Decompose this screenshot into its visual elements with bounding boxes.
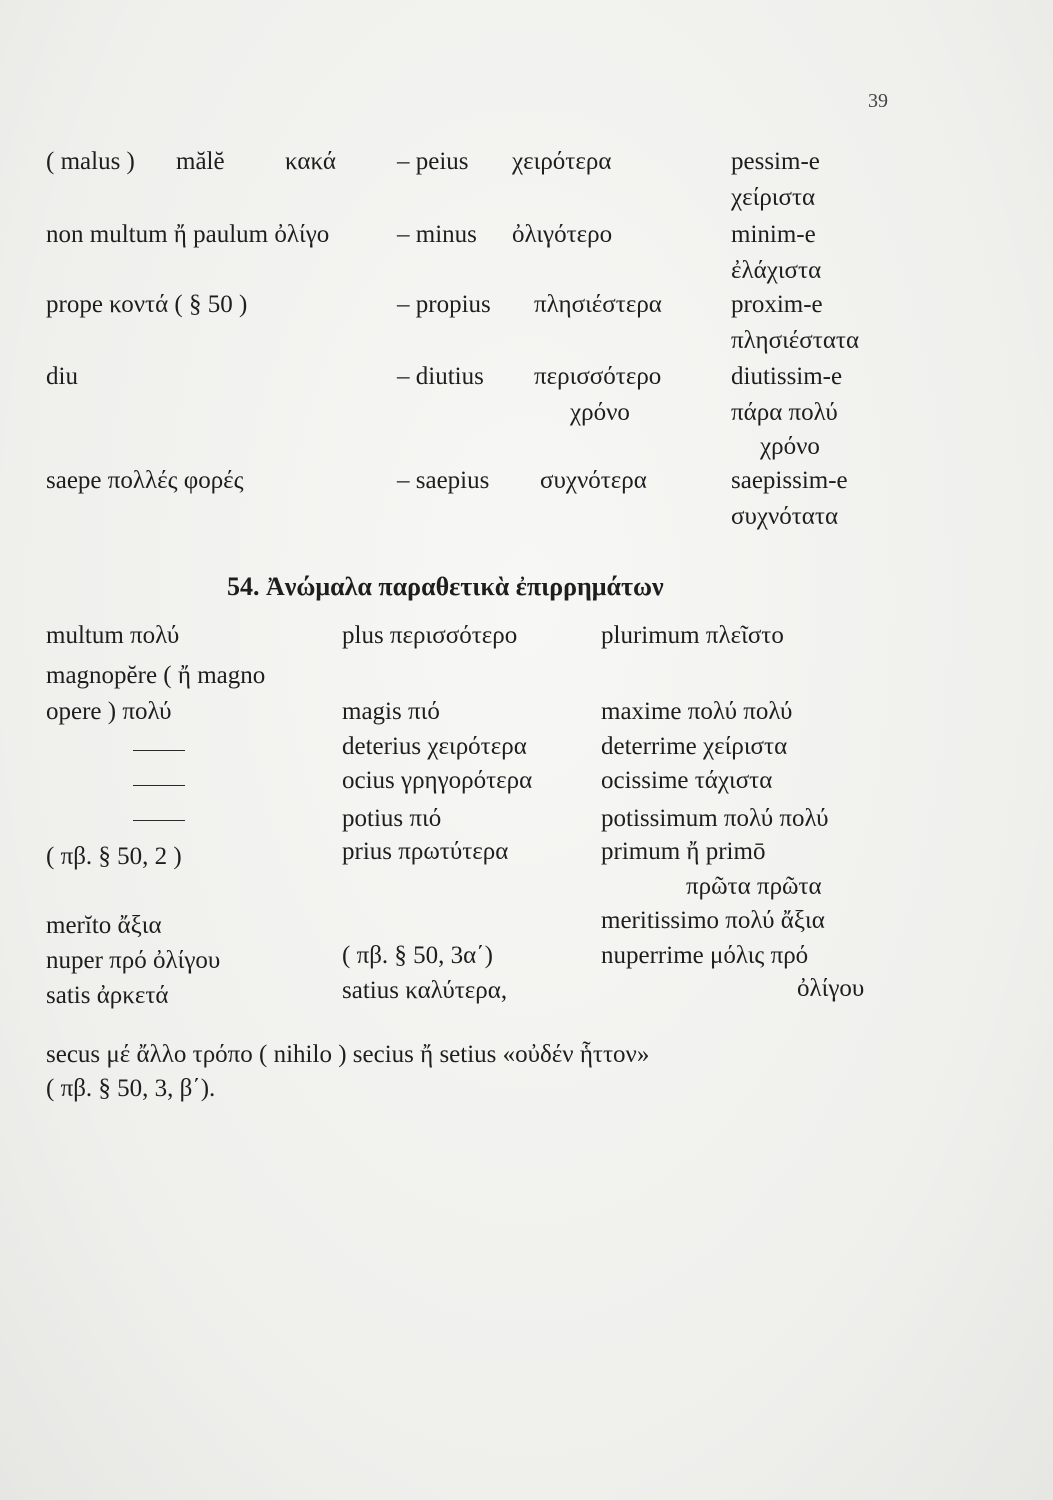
table-cell: κακά (285, 148, 336, 175)
table-cell-comparative: deterius χειρότερα (342, 733, 527, 760)
empty-cell-dash (133, 820, 185, 821)
table-cell-positive: satis ἀρκετά (46, 982, 169, 1009)
table-cell: πάρα πολύ (731, 399, 838, 426)
table-cell: proxim-e (731, 291, 823, 318)
table-cell: – propius (397, 291, 491, 318)
table-cell-comparative: plus περισσότερο (342, 622, 518, 649)
table-cell: συχνότερα (540, 467, 647, 494)
table-cell-superlative: πρῶτα πρῶτα (686, 873, 822, 900)
table-cell-positive: opere ) πολύ (46, 698, 172, 725)
table-cell-superlative: ὀλίγου (797, 975, 865, 1002)
table-cell: minim-e (731, 221, 816, 248)
table-cell: diutissim-e (731, 363, 843, 390)
note-line: secus μέ ἄλλο τρόπο ( nihilo ) secius ἤ setius «οὐδέν ἧττον» (46, 1041, 650, 1068)
table-cell-superlative: potissimum πολύ πολύ (601, 805, 829, 832)
table-cell: χρόνο (570, 399, 630, 426)
empty-cell-dash (133, 785, 185, 786)
table-cell: πλησιέστατα (731, 327, 860, 354)
table-cell: saepissim-e (731, 467, 848, 494)
table-cell-positive: merĭto ἄξια (46, 912, 162, 939)
table-cell-positive: magnopĕre ( ἤ magno (46, 662, 266, 689)
table-cell: saepe πολλές φορές (46, 467, 244, 494)
table-cell-superlative: meritissimo πολύ ἄξια (601, 907, 825, 934)
note-line: ( πβ. § 50, 3, β΄). (46, 1075, 216, 1102)
page-number: 39 (868, 90, 888, 112)
table-cell: pessim-e (731, 148, 820, 175)
table-cell: prope κοντά ( § 50 ) (46, 291, 248, 318)
table-cell: χρόνο (760, 433, 820, 460)
table-cell: diu (46, 363, 78, 390)
table-cell-superlative: primum ἤ primō (601, 838, 766, 865)
section-number: 54. (227, 572, 260, 601)
table-cell: ὀλιγότερο (512, 221, 613, 248)
table-cell-positive: nuper πρό ὀλίγου (46, 947, 221, 974)
table-cell-comparative: prius πρωτύτερα (342, 838, 509, 865)
table-cell: χείριστα (731, 184, 816, 211)
table-cell-superlative: maxime πολύ πολύ (601, 698, 793, 725)
table-cell-superlative: nuperrime μόλις πρό (601, 942, 809, 969)
table-cell-comparative: ( πβ. § 50, 3α΄) (342, 942, 493, 969)
table-cell: – diutius (397, 363, 484, 390)
section-title: Ἀνώμαλα παραθετικὰ ἐπιρρημάτων (266, 572, 664, 601)
table-cell: πλησιέστερα (534, 291, 662, 318)
table-cell-comparative: magis πιό (342, 698, 440, 725)
table-cell: ἐλάχιστα (731, 257, 822, 284)
section-heading (227, 572, 664, 602)
table-cell: – saepius (397, 467, 490, 494)
table-cell-superlative: plurimum πλεῖστο (601, 622, 784, 649)
table-cell-comparative: satius καλύτερα, (342, 977, 508, 1004)
empty-cell-dash (133, 750, 185, 751)
table-cell-comparative: potius πιό (342, 805, 442, 832)
table-cell-comparative: ocius γρηγορότερα (342, 767, 533, 794)
table-cell-superlative: deterrime χείριστα (601, 733, 788, 760)
table-cell: non multum ἤ paulum ὀλίγο (46, 221, 330, 248)
table-cell-positive: ( πβ. § 50, 2 ) (46, 843, 182, 870)
table-cell: περισσότερο (534, 363, 662, 390)
table-cell: ( malus ) (46, 148, 135, 175)
table-cell-positive: multum πολύ (46, 622, 180, 649)
table-cell: χειρότερα (512, 148, 612, 175)
table-cell-superlative: ocissime τάχιστα (601, 767, 773, 794)
table-cell: συχνότατα (731, 503, 839, 530)
table-cell: mălĕ (176, 148, 225, 175)
table-cell: – peius (397, 148, 469, 175)
table-cell: – minus (397, 221, 477, 248)
